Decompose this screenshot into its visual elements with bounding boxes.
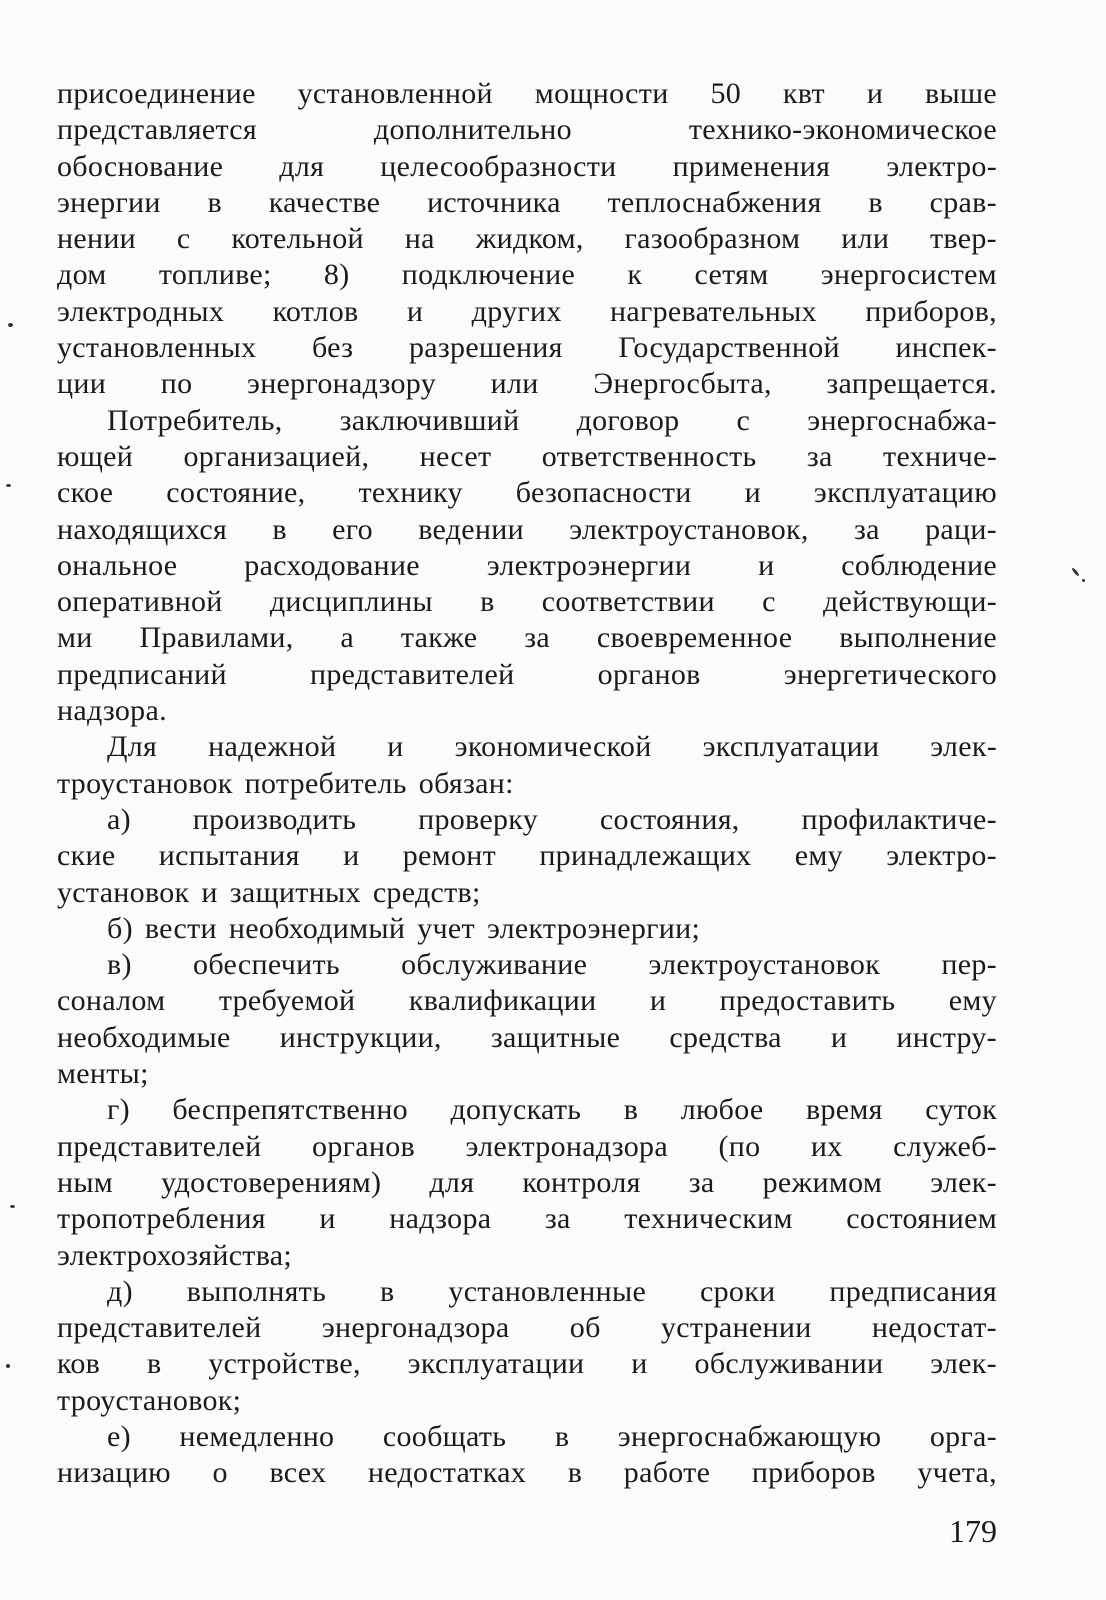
text-line: нении с котельной на жидком, газообразном или твер-	[57, 222, 997, 256]
text-line: е) немедленно сообщать в энергоснабжающую орга-	[107, 1419, 997, 1453]
text-line: в) обеспечить обслуживание электроустановок пер-	[107, 948, 997, 982]
scan-speck	[6, 1364, 10, 1368]
text-line: представляется дополнительно технико-экономическое	[57, 113, 997, 147]
text-line: соналом требуемой квалификации и предоставить ему	[57, 984, 997, 1018]
text-line: ции по энергонадзору или Энергосбыта, запрещается.	[57, 367, 997, 401]
text-line: находящихся в его ведении электроустановок, за раци-	[57, 512, 997, 546]
scan-speck	[10, 1205, 15, 1208]
text-line: ональное расходование электроэнергии и соблюдение	[57, 548, 997, 582]
text-line: ющей организацией, несет ответственность за техниче-	[57, 439, 997, 473]
text-line: установок и защитных средств;	[57, 875, 481, 909]
text-line: а) производить проверку состояния, профилактиче-	[107, 802, 997, 836]
page-number: 179	[949, 1513, 997, 1549]
text-line: необходимые инструкции, защитные средства и инстру-	[57, 1020, 997, 1054]
text-line: троустановок потребитель обязан:	[57, 766, 514, 800]
text-line: установленных без разрешения Государственной инспек-	[57, 331, 997, 365]
text-line: дом топливе; 8) подключение к сетям энергосистем	[57, 258, 997, 292]
text-line: Для надежной и экономической эксплуатации элек-	[107, 730, 997, 764]
text-line: ми Правилами, а также за своевременное выполнение	[57, 621, 997, 655]
text-line: ские испытания и ремонт принадлежащих ему электро-	[57, 839, 997, 873]
text-line: предписаний представителей органов энергетического	[57, 657, 997, 691]
text-line: представителей органов электронадзора (по их служеб-	[57, 1129, 997, 1163]
text-line: представителей энергонадзора об устранении недостат-	[57, 1311, 997, 1345]
text-line: электрохозяйства;	[57, 1238, 293, 1272]
text-line: низацию о всех недостатках в работе приборов учета,	[57, 1456, 997, 1490]
scan-speck	[1071, 567, 1080, 577]
text-line: электродных котлов и других нагревательных приборов,	[57, 294, 997, 328]
text-line: тропотребления и надзора за техническим состоянием	[57, 1202, 997, 1236]
text-line: оперативной дисциплины в соответствии с действующи-	[57, 585, 997, 619]
text-line: ское состояние, технику безопасности и эксплуатацию	[57, 476, 997, 510]
text-line: надзора.	[57, 694, 167, 728]
text-line: г) беспрепятственно допускать в любое время суток	[107, 1093, 997, 1127]
text-line: д) выполнять в установленные сроки предписания	[107, 1274, 997, 1308]
text-line: присоединение установленной мощности 50 квт и выше	[57, 77, 997, 110]
text-line: ков в устройстве, эксплуатации и обслуживании элек-	[57, 1347, 997, 1381]
scan-speck	[6, 484, 11, 487]
text-line: б) вести необходимый учет электроэнергии;	[107, 911, 701, 945]
text-line: ным удостоверениям) для контроля за режимом элек-	[57, 1165, 997, 1199]
text-line: энергии в качестве источника теплоснабжения в срав-	[57, 185, 997, 219]
scan-speck	[8, 323, 13, 327]
text-line: троустановок;	[57, 1383, 242, 1417]
text-line: менты;	[57, 1057, 149, 1091]
text-line: обоснование для целесообразности применения электро-	[57, 149, 997, 183]
page-text-block	[57, 76, 997, 1492]
scan-speck	[1082, 579, 1085, 582]
text-line: Потребитель, заключивший договор с энергоснабжа-	[107, 403, 997, 437]
